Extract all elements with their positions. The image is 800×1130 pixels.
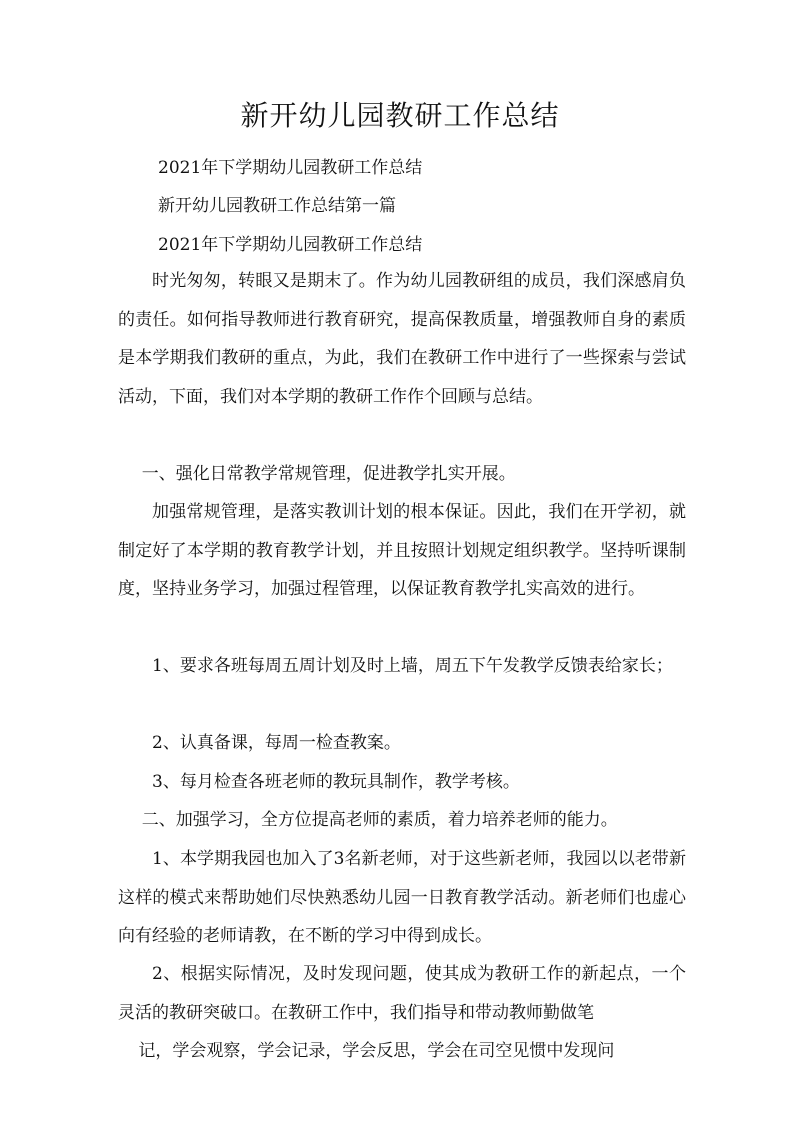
document-title: 新开幼儿园教研工作总结 [240,99,560,132]
list-item: 1、要求各班每周五周计划及时上墙，周五下午发教学反馈表给家长； [152,656,673,676]
list-item: 2、认真备课，每周一检查教案。 [152,733,401,753]
subtitle-line: 2021年下学期幼儿园教研工作总结 [158,158,423,178]
body-paragraph: 加强常规管理，是落实教训计划的根本保证。因此，我们在开学初，就制定好了本学期的教育教学计划，并且按照计划规定组织教学。坚持听课制度，坚持业务学习，加强过程管理，以保证教育教学扎实高效的进行。 [118,502,686,600]
body-paragraph: 1、本学期我园也加入了3名新老师，对于这些新老师，我园以以老带新这样的模式来帮助她们尽快熟悉幼儿园一日教育教学活动。新老师们也虚心向有经验的老师请教，在不断的学习中得到成长。 [118,849,686,947]
section-heading: 二、加强学习，全方位提高老师的素质，着力培养老师的能力。 [141,810,618,830]
list-item: 3、每月检查各班老师的教玩具制作，教学考核。 [152,772,520,792]
subtitle-line: 2021年下学期幼儿园教研工作总结 [158,235,423,255]
subtitle-line: 新开幼儿园教研工作总结第一篇 [158,196,396,216]
section-heading: 一、强化日常教学常规管理，促进教学扎实开展。 [141,464,516,484]
body-paragraph: 记，学会观察，学会记录，学会反思，学会在司空见惯中发现问 [138,1041,615,1061]
intro-paragraph: 时光匆匆，转眼又是期末了。作为幼儿园教研组的成员，我们深感肩负的责任。如何指导教师进行教育研究，提高保教质量，增强教师自身的素质是本学期我们教研的重点，为此，我们在教研工作中进行了一些探索与尝试活动，下面，我们对本学期的教研工作作个回顾与总结。 [118,271,686,407]
body-paragraph: 2、根据实际情况，及时发现问题，使其成为教研工作的新起点，一个灵活的教研突破口。在教研工作中，我们指导和带动教师勤做笔 [118,964,686,1023]
